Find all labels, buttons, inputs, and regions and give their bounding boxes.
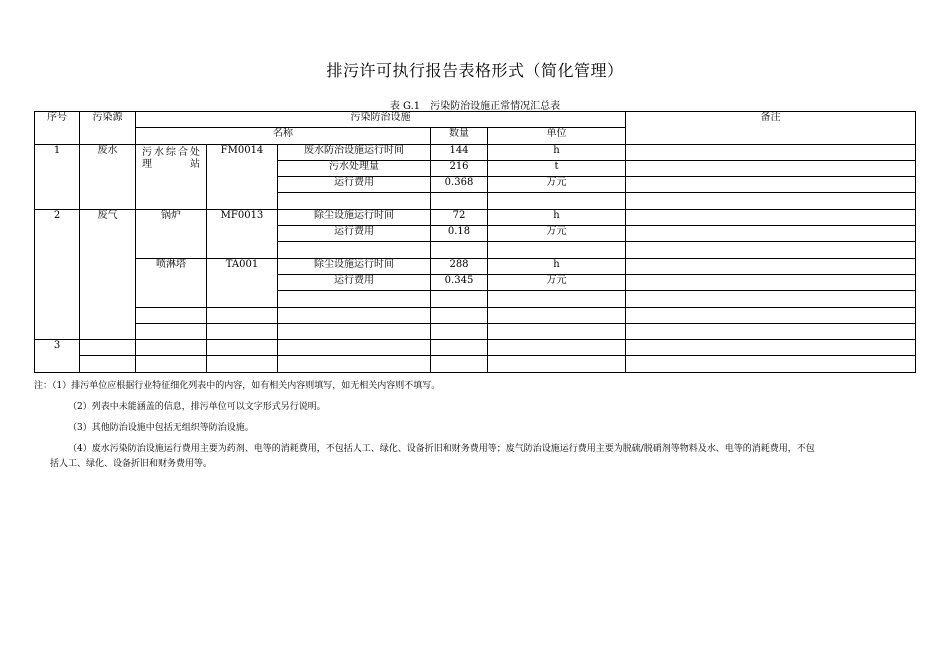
page-title: 排污许可执行报告表格形式（简化管理） [326, 61, 624, 80]
remark-cell [626, 177, 916, 193]
facility-code-cell [207, 356, 278, 372]
item-quantity [431, 356, 488, 372]
remark-cell [626, 242, 916, 258]
item-name: 废水防治设施运行时间 [278, 144, 431, 160]
remark-cell [626, 160, 916, 176]
item-quantity [431, 340, 488, 356]
table-row [35, 323, 916, 339]
item-quantity [431, 307, 488, 323]
item-unit [488, 193, 626, 209]
item-quantity: 72 [431, 209, 488, 225]
item-name: 运行费用 [278, 177, 431, 193]
item-name [278, 242, 431, 258]
facility-name-cell: 喷淋塔 [136, 258, 207, 307]
item-unit: 万元 [488, 226, 626, 242]
facility-name-cell [136, 307, 207, 323]
item-quantity: 288 [431, 258, 488, 274]
facility-name-cell [136, 340, 207, 356]
seq-cell: 2 [35, 209, 80, 339]
note-2: （2）列表中未能涵盖的信息，排污单位可以文字形式另行说明。 [68, 402, 326, 412]
table-row [35, 356, 916, 372]
remark-cell [626, 291, 916, 307]
header-source: 污染源 [80, 112, 136, 145]
facility-code-cell [207, 307, 278, 323]
item-unit: 万元 [488, 274, 626, 290]
header-quantity: 数量 [431, 128, 488, 144]
note-1: 注：（1）排污单位应根据行业特征细化列表中的内容，如有相关内容则填写，如无相关内容则不填写。 [34, 381, 441, 391]
item-unit: 万元 [488, 177, 626, 193]
item-name: 运行费用 [278, 274, 431, 290]
table-row [35, 340, 916, 356]
item-unit: h [488, 144, 626, 160]
item-name: 除尘设施运行时间 [278, 258, 431, 274]
seq-cell: 3 [35, 340, 80, 373]
item-name [278, 340, 431, 356]
facility-code-cell [207, 340, 278, 356]
item-unit: h [488, 209, 626, 225]
remark-cell [626, 193, 916, 209]
header-facility: 污染防治设施 [136, 112, 626, 128]
remark-cell [626, 307, 916, 323]
header-name: 名称 [136, 128, 431, 144]
item-quantity: 0.18 [431, 226, 488, 242]
item-quantity: 0.345 [431, 274, 488, 290]
item-unit [488, 340, 626, 356]
remark-cell [626, 209, 916, 225]
table-caption: 表 G.1 污染防治设施正常情况汇总表 [389, 101, 561, 112]
remark-cell [626, 340, 916, 356]
remark-cell [626, 323, 916, 339]
item-unit [488, 242, 626, 258]
item-unit: t [488, 160, 626, 176]
header-row-1 [35, 112, 916, 128]
remark-cell [626, 356, 916, 372]
facility-code-cell: FM0014 [207, 144, 278, 209]
item-quantity [431, 291, 488, 307]
item-quantity [431, 242, 488, 258]
item-unit [488, 356, 626, 372]
facility-code-cell [207, 323, 278, 339]
item-name: 污水处理量 [278, 160, 431, 176]
facility-name-cell [136, 323, 207, 339]
header-remark: 备注 [626, 112, 916, 145]
remark-cell [626, 274, 916, 290]
table-row [35, 258, 916, 274]
item-unit [488, 323, 626, 339]
item-quantity: 144 [431, 144, 488, 160]
source-cell [80, 356, 136, 372]
seq-cell: 1 [35, 144, 80, 209]
note-4-continued: 括人工、绿化、设备折旧和财务费用等。 [50, 459, 213, 469]
item-unit: h [488, 258, 626, 274]
table-row [35, 209, 916, 225]
note-4: （4）废水污染防治设施运行费用主要为药剂、电等的消耗费用，不包括人工、绿化、设备折旧和财务费用等；废气防治设施运行费用主要为脱硫/脱硝剂等物料及水、电等的消耗费用，不包 [68, 444, 815, 454]
remark-cell [626, 226, 916, 242]
item-name [278, 291, 431, 307]
facility-name-cell: 锅炉 [136, 209, 207, 258]
item-name [278, 307, 431, 323]
item-unit [488, 307, 626, 323]
item-name [278, 323, 431, 339]
table-notes [34, 380, 912, 479]
item-quantity: 0.368 [431, 177, 488, 193]
item-quantity: 216 [431, 160, 488, 176]
header-seq: 序号 [35, 112, 80, 145]
table-row [35, 144, 916, 160]
facility-code-cell: MF0013 [207, 209, 278, 258]
item-unit [488, 291, 626, 307]
remark-cell [626, 258, 916, 274]
facility-summary-table [34, 111, 916, 373]
item-quantity [431, 323, 488, 339]
table-row [35, 307, 916, 323]
facility-name-cell: 污水综合处理站 [136, 144, 207, 209]
item-quantity [431, 193, 488, 209]
source-cell: 废气 [80, 209, 136, 339]
header-unit: 单位 [488, 128, 626, 144]
source-cell [80, 340, 136, 356]
facility-name-cell [136, 356, 207, 372]
source-cell: 废水 [80, 144, 136, 209]
item-name: 运行费用 [278, 226, 431, 242]
item-name [278, 356, 431, 372]
note-3: （3）其他防治设施中包括无组织等防治设施。 [68, 423, 254, 433]
remark-cell [626, 144, 916, 160]
facility-code-cell: TA001 [207, 258, 278, 307]
item-name [278, 193, 431, 209]
item-name: 除尘设施运行时间 [278, 209, 431, 225]
